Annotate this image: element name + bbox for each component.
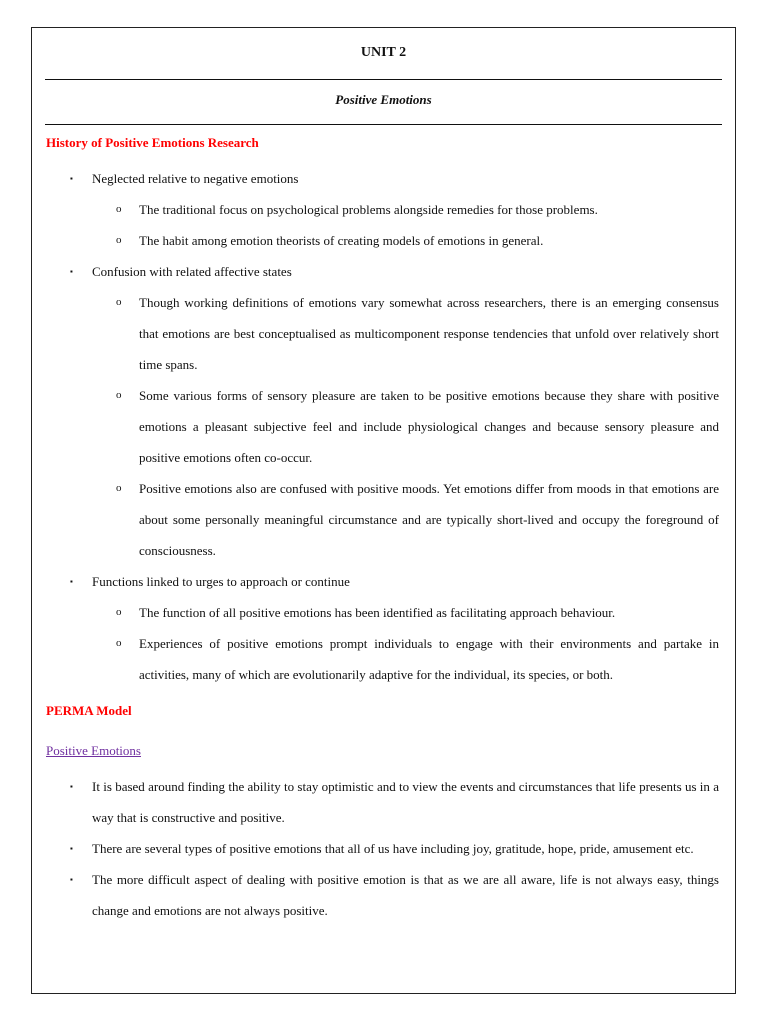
sub-list	[46, 597, 719, 690]
list-item	[46, 163, 719, 256]
list-item-text: Functions linked to urges to approach or continue	[92, 574, 350, 589]
list-item	[46, 771, 719, 833]
document-body	[46, 132, 719, 926]
sub-list-item	[46, 628, 719, 690]
circle-bullet-icon: o	[116, 637, 122, 649]
square-bullet-icon: ▪	[70, 577, 73, 586]
sub-list-item	[46, 225, 719, 256]
square-bullet-icon: ▪	[70, 844, 73, 853]
list-item	[46, 256, 719, 566]
sub-list	[46, 287, 719, 566]
unit-title: UNIT 2	[360, 45, 407, 60]
sub-list-item	[46, 194, 719, 225]
sub-list-item-text: The habit among emotion theorists of creating models of emotions in general.	[139, 233, 544, 248]
sub-list-item	[46, 380, 719, 473]
sub-list-item	[46, 473, 719, 566]
circle-bullet-icon: o	[116, 296, 122, 308]
page-frame	[31, 27, 736, 994]
positive-emotions-link[interactable]: Positive Emotions	[46, 743, 141, 758]
circle-bullet-icon: o	[116, 234, 122, 246]
list-item	[46, 833, 719, 864]
circle-bullet-icon: o	[116, 606, 122, 618]
list-item-text: Neglected relative to negative emotions	[92, 171, 299, 186]
list-item-text: Confusion with related affective states	[92, 264, 292, 279]
sub-list	[46, 194, 719, 256]
sub-list-item-text: Some various forms of sensory pleasure are taken to be positive emotions because they share with positive emotions a pleasant subjective feel and include physiological changes and because sensory pleasure and positive emotions often co-occur.	[139, 388, 719, 465]
page-subtitle: Positive Emotions	[335, 92, 432, 107]
list-item	[46, 566, 719, 690]
sub-list-item-text: Though working definitions of emotions vary somewhat across researchers, there is an emerging consensus that emotions are best conceptualised as multicomponent response tendencies that unfold over relatively short time spans.	[139, 295, 719, 372]
perma-list	[46, 771, 719, 926]
list-item-text: There are several types of positive emotions that all of us have including joy, gratitude, hope, pride, amusement etc.	[92, 841, 694, 856]
subtitle-rule	[45, 124, 722, 125]
perma-heading: PERMA Model	[46, 703, 132, 718]
title-rule	[45, 79, 722, 80]
square-bullet-icon: ▪	[70, 782, 73, 791]
square-bullet-icon: ▪	[70, 174, 73, 183]
circle-bullet-icon: o	[116, 482, 122, 494]
sub-list-item-text: The traditional focus on psychological problems alongside remedies for those problems.	[139, 202, 598, 217]
list-item	[46, 864, 719, 926]
sub-list-item-text: Experiences of positive emotions prompt individuals to engage with their environments and partake in activities, many of which are evolutionarily adaptive for the individual, its species, or both.	[139, 636, 719, 682]
sub-list-item	[46, 287, 719, 380]
list-item-text: The more difficult aspect of dealing with positive emotion is that as we are all aware, life is not always easy, things change and emotions are not always positive.	[92, 872, 719, 918]
sub-list-item-text: Positive emotions also are confused with positive moods. Yet emotions differ from moods in that emotions are about some personally meaningful circumstance and are typically short-lived and occupy the foreground of consciousness.	[139, 481, 719, 558]
history-heading: History of Positive Emotions Research	[46, 135, 259, 150]
sub-list-item	[46, 597, 719, 628]
circle-bullet-icon: o	[116, 203, 122, 215]
square-bullet-icon: ▪	[70, 875, 73, 884]
history-list	[46, 163, 719, 690]
list-item-text: It is based around finding the ability to stay optimistic and to view the events and circumstances that life presents us in a way that is constructive and positive.	[92, 779, 719, 825]
circle-bullet-icon: o	[116, 389, 122, 401]
sub-list-item-text: The function of all positive emotions has been identified as facilitating approach behaviour.	[139, 605, 616, 620]
square-bullet-icon: ▪	[70, 267, 73, 276]
